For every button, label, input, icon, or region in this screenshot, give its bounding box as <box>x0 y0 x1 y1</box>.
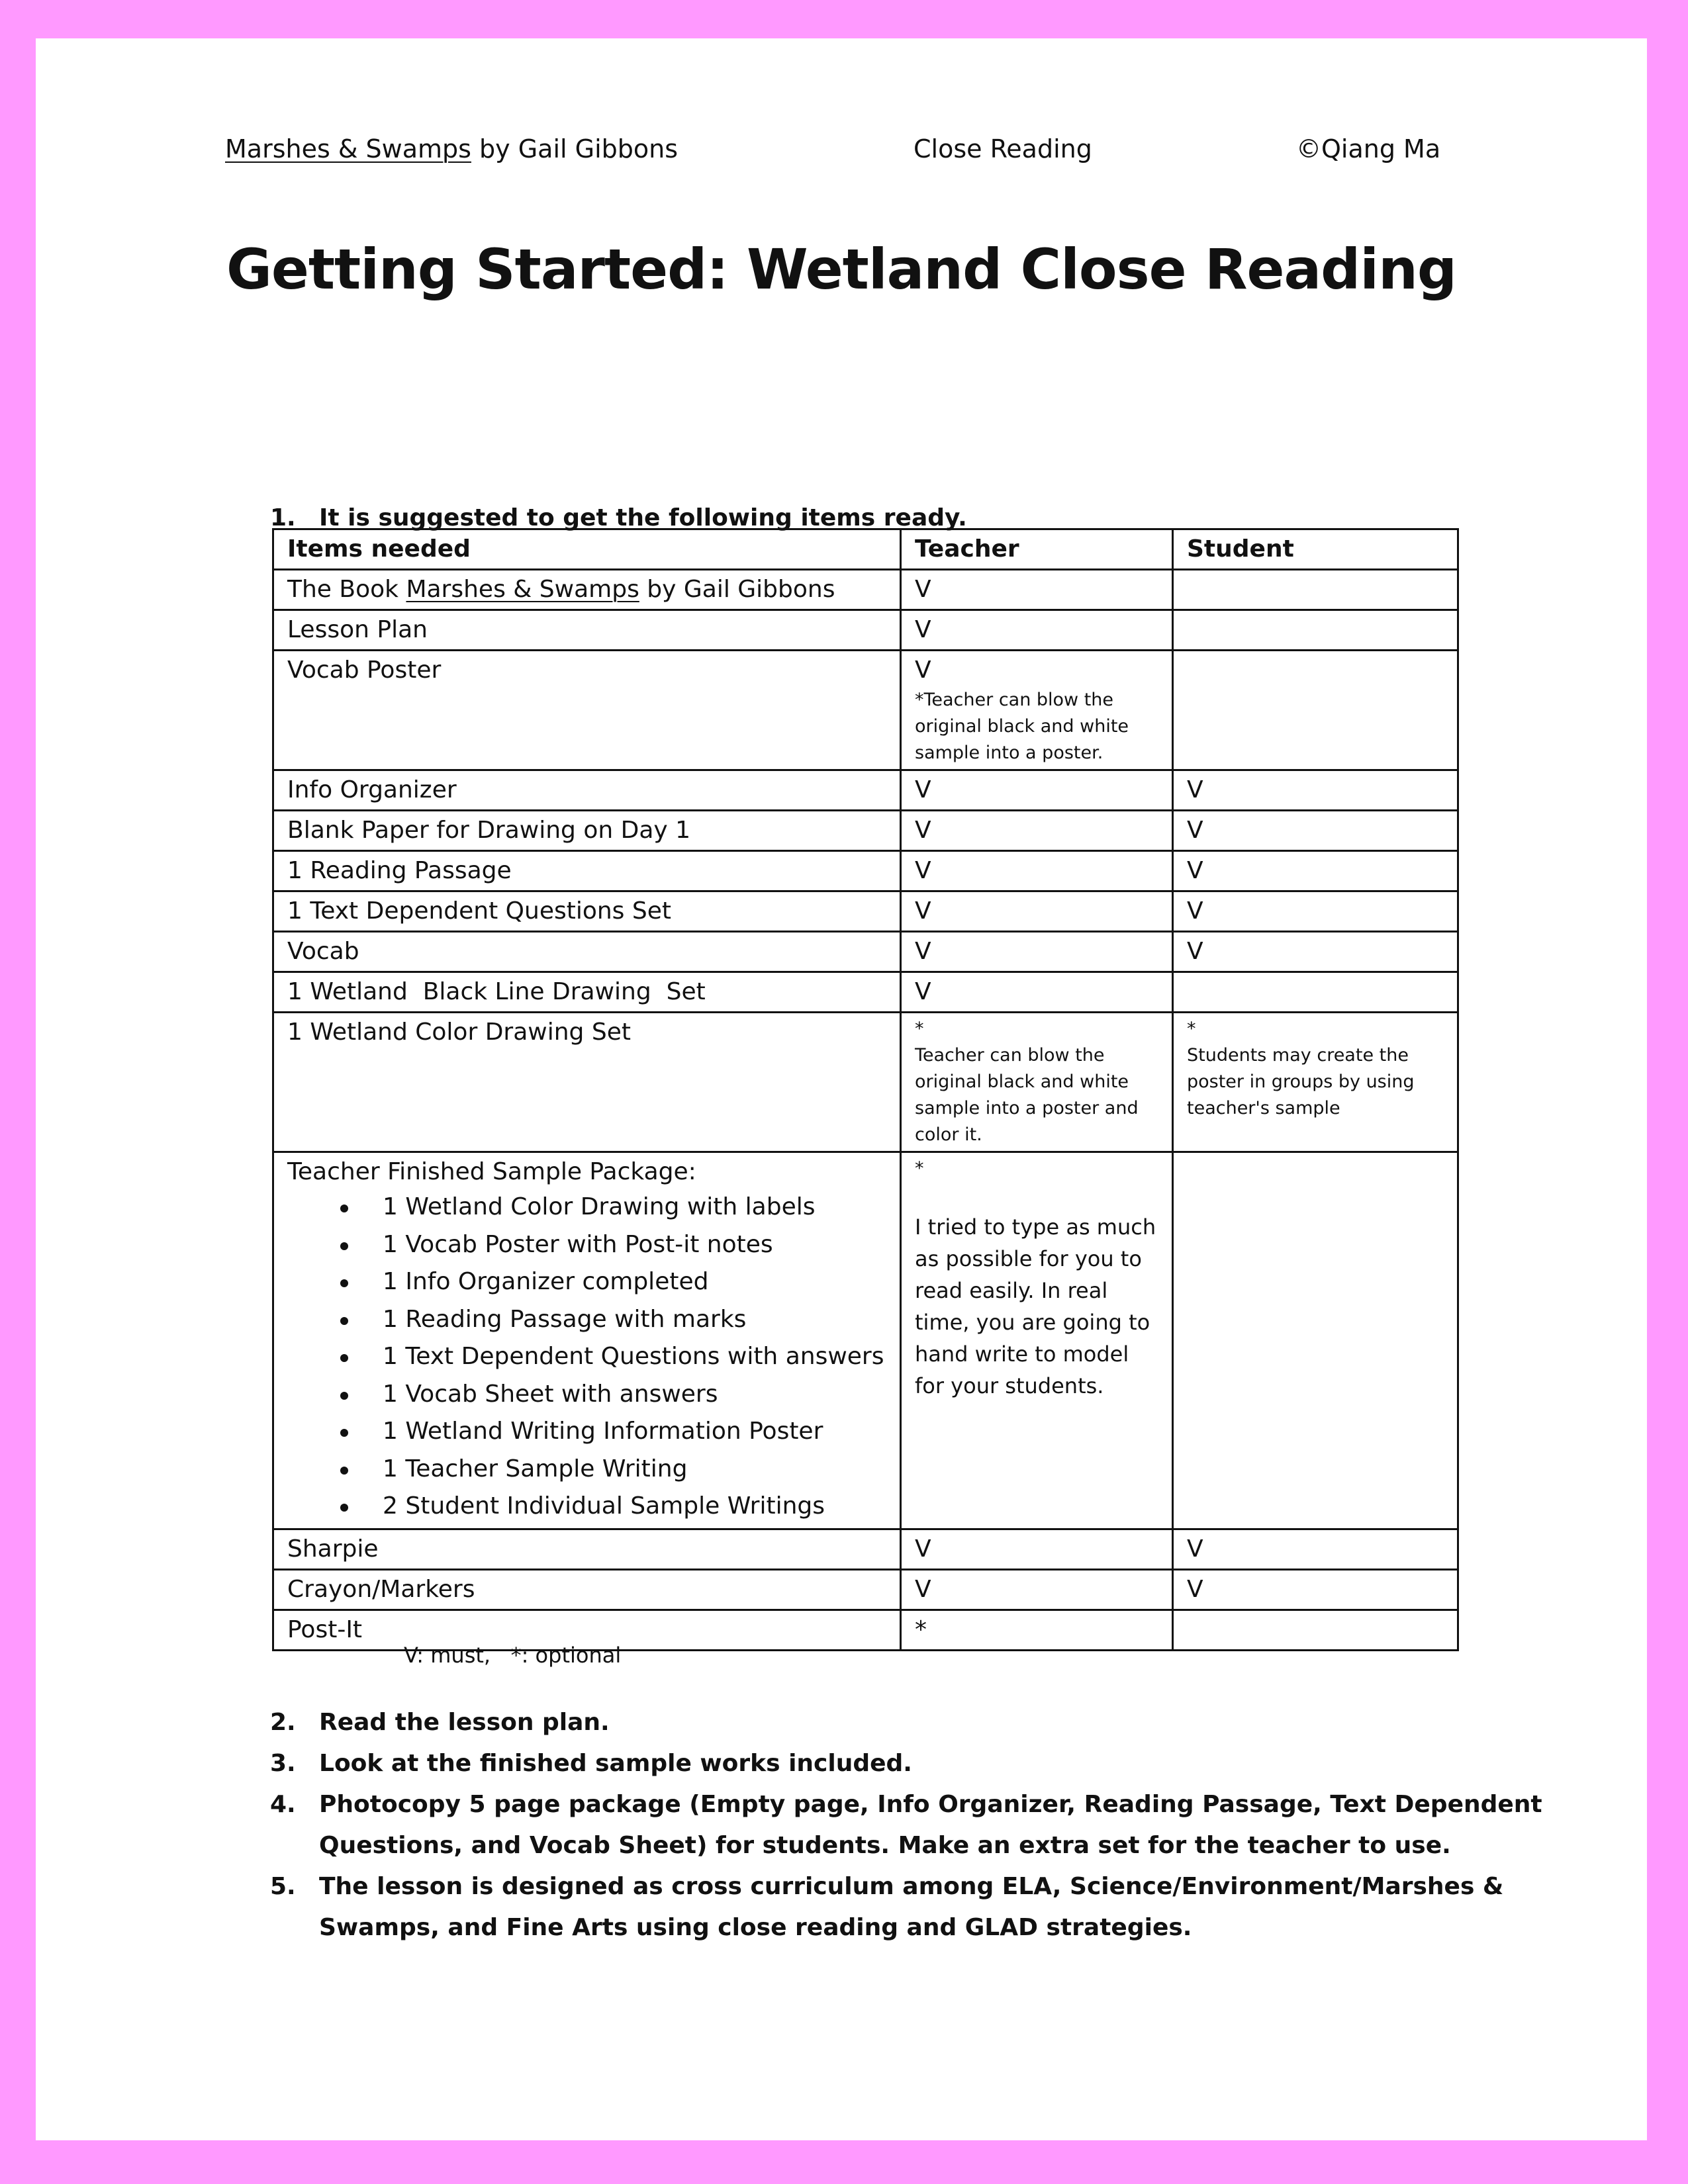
item-cell: Post-It <box>273 1610 901 1650</box>
teacher-cell: V <box>901 851 1173 891</box>
student-cell: V <box>1173 1569 1458 1610</box>
header-student: Student <box>1173 529 1458 570</box>
student-cell: V <box>1173 770 1458 811</box>
package-title: Teacher Finished Sample Package: <box>287 1158 696 1185</box>
step-5 <box>270 1866 1503 1948</box>
item-cell: 1 Wetland Black Line Drawing Set <box>273 972 901 1013</box>
item-cell: Lesson Plan <box>273 610 901 651</box>
table-row <box>273 651 1458 770</box>
list-item: 1 Wetland Writing Information Poster <box>287 1413 886 1451</box>
table-row <box>273 972 1458 1013</box>
item-cell: 1 Wetland Color Drawing Set <box>273 1013 901 1152</box>
step-4 <box>270 1784 1542 1866</box>
teacher-mark: * <box>915 1019 924 1039</box>
item-cell: 1 Reading Passage <box>273 851 901 891</box>
list-item: 1 Text Dependent Questions with answers <box>287 1338 886 1376</box>
step-text: Look at the finished sample works included. <box>319 1750 912 1777</box>
item-cell: Info Organizer <box>273 770 901 811</box>
item-text-suffix: by Gail Gibbons <box>639 576 835 603</box>
teacher-note: I tried to type as much as possible for you to read easily. In real time, you are going to hand write to model for your students. <box>915 1214 1156 1398</box>
table-row <box>273 1152 1458 1529</box>
page-title: Getting Started: Wetland Close Reading <box>226 237 1457 302</box>
table-row <box>273 1013 1458 1152</box>
list-item: 1 Teacher Sample Writing <box>287 1451 886 1488</box>
table-row <box>273 851 1458 891</box>
item-cell: Sharpie <box>273 1529 901 1569</box>
step-number: 5. <box>270 1873 296 1900</box>
step-number: 1. <box>270 504 296 531</box>
items-table <box>272 528 1459 1651</box>
table-row <box>273 932 1458 972</box>
table-row <box>273 1569 1458 1610</box>
student-cell: V <box>1173 851 1458 891</box>
step-text: It is suggested to get the following items ready. <box>319 504 967 531</box>
student-cell <box>1173 1610 1458 1650</box>
item-cell: Blank Paper for Drawing on Day 1 <box>273 811 901 851</box>
document-page <box>36 38 1647 2140</box>
teacher-cell: V <box>901 932 1173 972</box>
step-number: 4. <box>270 1791 296 1818</box>
item-cell <box>273 1152 901 1529</box>
student-cell: V <box>1173 1529 1458 1569</box>
header-book <box>225 136 678 161</box>
list-item: 1 Reading Passage with marks <box>287 1301 886 1339</box>
step-text-continued: Swamps, and Fine Arts using close reading and GLAD strategies. <box>319 1914 1192 1941</box>
teacher-cell: V <box>901 811 1173 851</box>
table-legend: V: must, *: optional <box>404 1643 622 1668</box>
item-cell: Vocab Poster <box>273 651 901 770</box>
list-item: 1 Vocab Poster with Post-it notes <box>287 1226 886 1264</box>
step-number: 2. <box>270 1709 296 1736</box>
teacher-cell <box>901 1152 1173 1529</box>
header-copyright: ©Qiang Ma <box>1296 134 1441 163</box>
teacher-cell <box>901 651 1173 770</box>
step-text: The lesson is designed as cross curriculum among ELA, Science/Environment/Marshes & <box>319 1873 1504 1900</box>
list-item: 1 Vocab Sheet with answers <box>287 1376 886 1414</box>
step-number: 3. <box>270 1750 296 1777</box>
step-3 <box>270 1743 912 1784</box>
list-item: 1 Info Organizer completed <box>287 1263 886 1301</box>
list-item: 2 Student Individual Sample Writings <box>287 1488 886 1525</box>
table-row <box>273 610 1458 651</box>
teacher-cell: V <box>901 610 1173 651</box>
package-list <box>287 1189 886 1525</box>
teacher-cell: V <box>901 1529 1173 1569</box>
student-cell <box>1173 570 1458 610</box>
teacher-cell: V <box>901 972 1173 1013</box>
item-text: The Book <box>287 576 406 603</box>
item-book-title: Marshes & Swamps <box>406 576 639 603</box>
table-row <box>273 1529 1458 1569</box>
item-cell <box>273 570 901 610</box>
student-cell <box>1173 651 1458 770</box>
table-row <box>273 770 1458 811</box>
teacher-note: *Teacher can blow the original black and white sample into a poster. <box>915 690 1129 763</box>
item-cell: Crayon/Markers <box>273 1569 901 1610</box>
teacher-cell: V <box>901 1569 1173 1610</box>
table-header-row <box>273 529 1458 570</box>
item-cell: Vocab <box>273 932 901 972</box>
student-cell <box>1173 1152 1458 1529</box>
step-text: Read the lesson plan. <box>319 1709 610 1736</box>
student-cell: V <box>1173 811 1458 851</box>
student-cell <box>1173 610 1458 651</box>
student-mark: * <box>1187 1019 1196 1039</box>
header-book-title: Marshes & Swamps <box>225 134 471 163</box>
table-row <box>273 811 1458 851</box>
teacher-mark: V <box>915 657 931 684</box>
header-book-author: by Gail Gibbons <box>471 134 679 163</box>
student-cell <box>1173 972 1458 1013</box>
teacher-mark: * <box>915 1158 924 1179</box>
header-items-needed: Items needed <box>273 529 901 570</box>
step-2 <box>270 1702 610 1743</box>
teacher-cell: V <box>901 570 1173 610</box>
item-cell: 1 Text Dependent Questions Set <box>273 891 901 932</box>
table-row <box>273 570 1458 610</box>
table-row <box>273 891 1458 932</box>
step-text: Photocopy 5 page package (Empty page, Info Organizer, Reading Passage, Text Dependent <box>319 1791 1542 1818</box>
list-item: 1 Wetland Color Drawing with labels <box>287 1189 886 1226</box>
student-cell: V <box>1173 932 1458 972</box>
header-teacher: Teacher <box>901 529 1173 570</box>
teacher-cell: * <box>901 1610 1173 1650</box>
teacher-cell <box>901 1013 1173 1152</box>
teacher-note: Teacher can blow the original black and white sample into a poster and color it. <box>915 1045 1139 1145</box>
student-note: Students may create the poster in groups by using teacher's sample <box>1187 1045 1415 1118</box>
student-cell <box>1173 1013 1458 1152</box>
header-center: Close Reading <box>914 134 1092 163</box>
teacher-cell: V <box>901 891 1173 932</box>
step-text-continued: Questions, and Vocab Sheet) for students. Make an extra set for the teacher to use. <box>319 1832 1451 1859</box>
teacher-cell: V <box>901 770 1173 811</box>
student-cell: V <box>1173 891 1458 932</box>
